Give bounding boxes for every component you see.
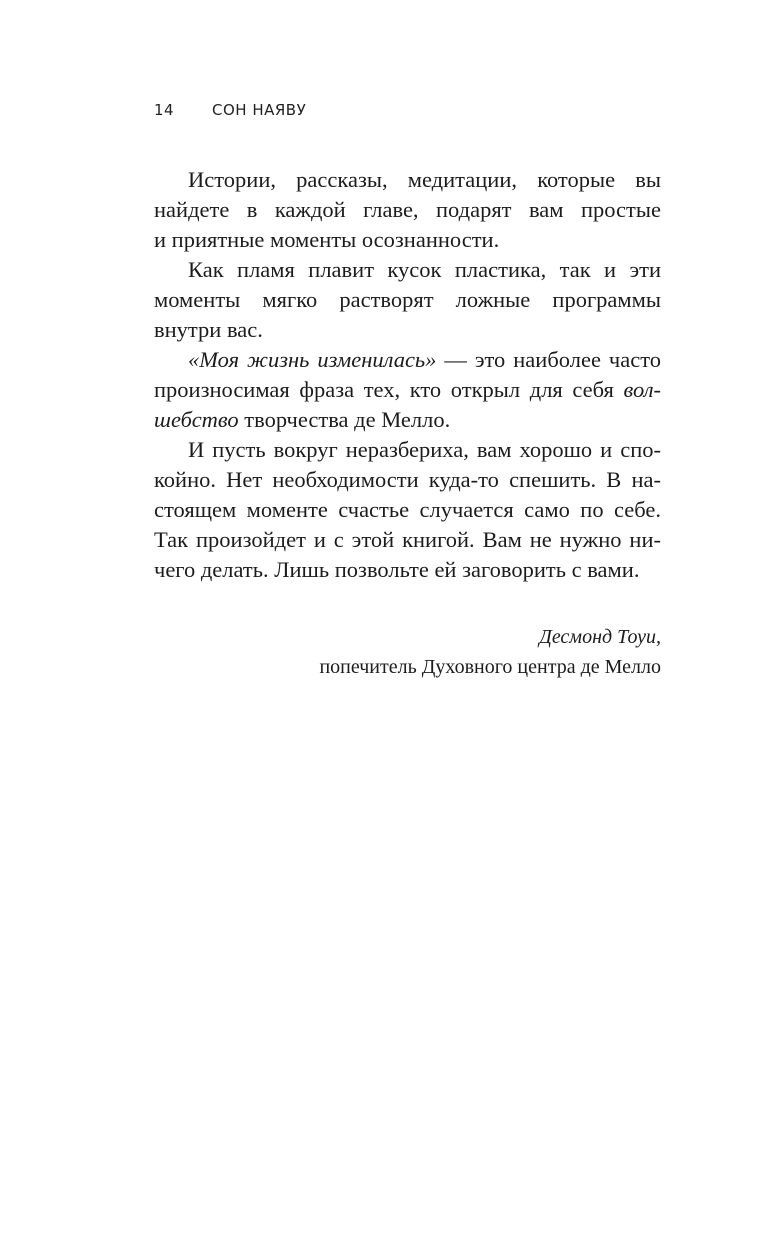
running-title: СОН НАЯВУ bbox=[212, 101, 307, 119]
text-line: и приятные моменты осознанности. bbox=[154, 227, 500, 252]
text-run: творчества де Мелло. bbox=[238, 407, 451, 432]
text-line: найдете в каждой главе, подарят вам простые bbox=[154, 197, 661, 222]
paragraph bbox=[154, 345, 661, 435]
signature-author: Десмонд Тоуи, bbox=[539, 626, 661, 648]
text-line: койно. Нет необходимости куда-то спешить. В на- bbox=[154, 467, 661, 492]
paragraph bbox=[154, 435, 661, 585]
text-run: — это наиболее часто bbox=[436, 347, 661, 372]
text-line: Как пламя плавит кусок пластика, так и эти bbox=[188, 257, 661, 282]
running-head bbox=[154, 101, 306, 119]
text-line: моменты мягко растворят ложные программы bbox=[154, 287, 661, 312]
body-text bbox=[154, 165, 661, 585]
signature bbox=[319, 622, 661, 682]
text-line bbox=[154, 345, 661, 375]
italic-quote: «Моя жизнь изменилась» bbox=[188, 347, 437, 372]
text-line: стоящем моменте счастье случается само по себе. bbox=[154, 497, 661, 522]
text-run: произносимая фраза тех, кто открыл для себя bbox=[154, 377, 624, 402]
italic-word: вол- bbox=[623, 377, 661, 402]
text-line: Так произойдет и с этой книгой. Вам не нужно ни- bbox=[154, 527, 661, 552]
signature-role: попечитель Духовного центра де Мелло bbox=[319, 656, 661, 678]
text-line: Истории, рассказы, медитации, которые вы bbox=[188, 167, 661, 192]
page-number: 14 bbox=[154, 101, 175, 119]
text-line: чего делать. Лишь позвольте ей заговорить с вами. bbox=[154, 557, 640, 582]
paragraph bbox=[154, 165, 661, 255]
text-line bbox=[154, 375, 661, 405]
paragraph bbox=[154, 255, 661, 345]
text-line bbox=[154, 405, 661, 435]
italic-word: шебство bbox=[154, 407, 239, 432]
text-line: внутри вас. bbox=[154, 317, 263, 342]
text-line: И пусть вокруг неразбериха, вам хорошо и спо- bbox=[188, 437, 661, 462]
